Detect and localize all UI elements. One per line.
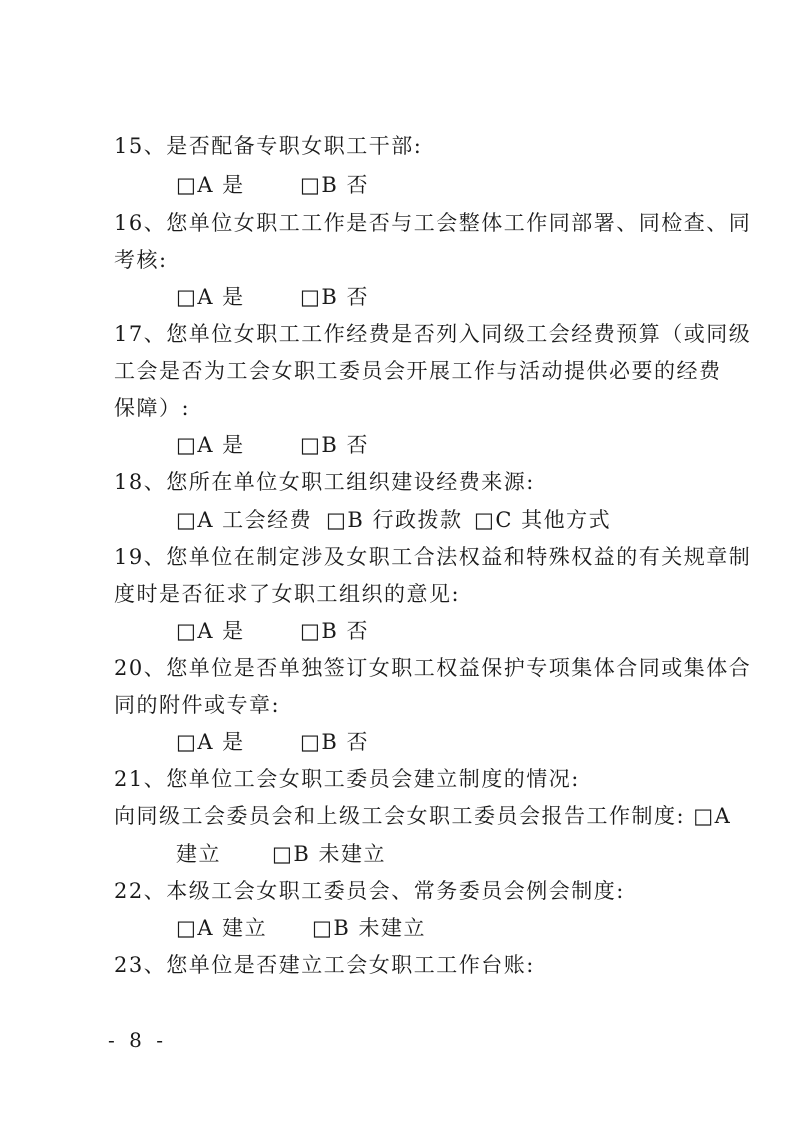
option-20-b: □B 否 <box>300 730 369 754</box>
option-17-a: □A 是 <box>176 433 245 457</box>
option-18-c: □C 其他方式 <box>474 508 612 532</box>
option-18-a: □A 工会经费 <box>176 508 313 532</box>
question-22: 22、本级工会女职工委员会、常务委员会例会制度: <box>114 879 625 903</box>
option-21-a-label: 建立 <box>176 842 221 866</box>
option-21-a-box: □A <box>693 804 732 828</box>
option-15-b: □B 否 <box>300 173 369 197</box>
question-23: 23、您单位是否建立工会女职工工作台账: <box>114 953 535 977</box>
question-19-line-1: 19、您单位在制定涉及女职工合法权益和特殊权益的有关规章制 <box>114 545 752 569</box>
page-number: - 8 - <box>108 1028 167 1052</box>
option-21-b: □B 未建立 <box>272 842 386 866</box>
question-21-sub <box>114 801 731 831</box>
question-18: 18、您所在单位女职工组织建设经费来源: <box>114 470 535 494</box>
option-16-b: □B 否 <box>300 285 369 309</box>
question-21-sub-text: 向同级工会委员会和上级工会女职工委员会报告工作制度: <box>114 804 686 828</box>
question-16-line-2: 考核: <box>114 248 168 272</box>
question-15: 15、是否配备专职女职工干部: <box>114 134 423 158</box>
question-21: 21、您单位工会女职工委员会建立制度的情况: <box>114 767 580 791</box>
question-17-line-1: 17、您单位女职工工作经费是否列入同级工会经费预算（或同级 <box>114 322 752 346</box>
question-16-line-1: 16、您单位女职工工作是否与工会整体工作同部署、同检查、同 <box>114 211 752 235</box>
option-18-b: □B 行政拨款 <box>326 508 463 532</box>
option-16-a: □A 是 <box>176 285 245 309</box>
option-22-a: □A 建立 <box>176 916 268 940</box>
option-19-a: □A 是 <box>176 619 245 643</box>
question-20-line-2: 同的附件或专章: <box>114 693 281 717</box>
question-20-line-1: 20、您单位是否单独签订女职工权益保护专项集体合同或集体合 <box>114 656 752 680</box>
option-20-a: □A 是 <box>176 730 245 754</box>
option-19-b: □B 否 <box>300 619 369 643</box>
question-19-line-2: 度时是否征求了女职工组织的意见: <box>114 582 461 606</box>
question-17-line-3: 保障）: <box>114 396 191 420</box>
option-15-a: □A 是 <box>176 173 245 197</box>
option-22-b: □B 未建立 <box>312 916 426 940</box>
option-17-b: □B 否 <box>300 433 369 457</box>
question-17-line-2: 工会是否为工会女职工委员会开展工作与活动提供必要的经费 <box>114 359 722 383</box>
